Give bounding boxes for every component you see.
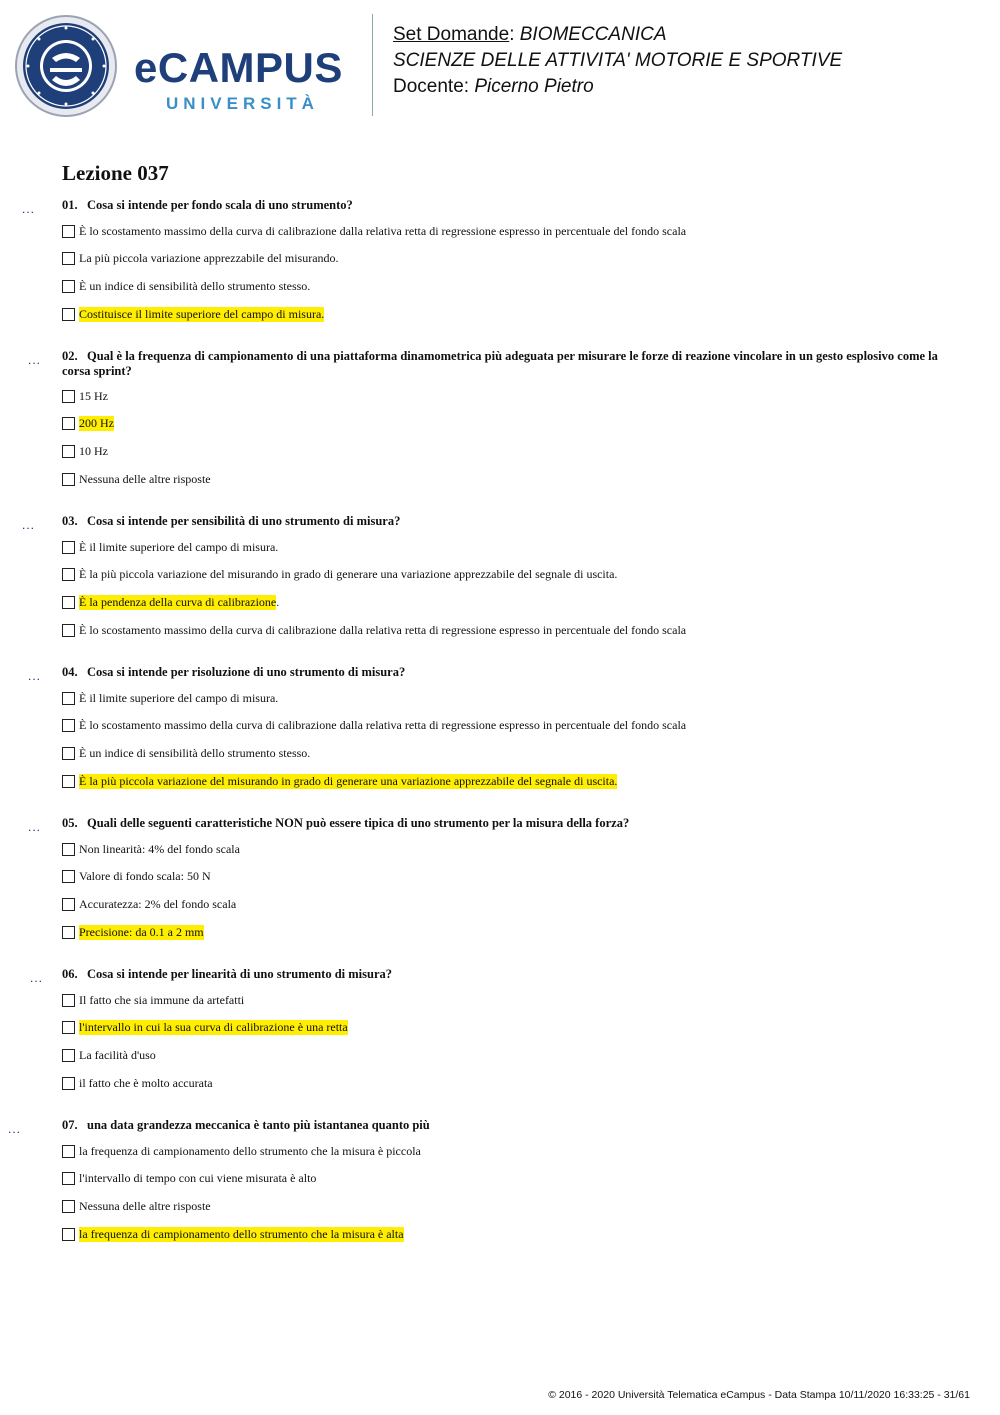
set-value: BIOMECCANICA — [519, 24, 667, 45]
logo-subtitle: UNIVERSITÀ — [166, 94, 319, 113]
answer-suffix: . — [276, 595, 280, 610]
answer-text: 10 Hz — [79, 444, 108, 459]
answer-checkbox[interactable] — [62, 280, 75, 293]
answer-option[interactable] — [62, 223, 686, 239]
answer-option[interactable] — [62, 388, 108, 404]
correct-answer-text: Precisione: da 0.1 a 2 mm — [79, 924, 204, 939]
answer-text: È lo scostamento massimo della curva di calibrazione dalla relativa retta di regressione espresso in percentuale del fondo scala — [79, 622, 687, 637]
answer-checkbox[interactable] — [62, 624, 75, 637]
answer-option[interactable] — [62, 471, 211, 487]
answer-checkbox[interactable] — [62, 843, 75, 856]
question-number: 03. — [62, 514, 78, 528]
answer-text: È un indice di sensibilità dello strumento stesso. — [79, 279, 311, 294]
answer-option[interactable] — [62, 1226, 404, 1242]
question-text — [62, 967, 942, 982]
answer-checkbox[interactable] — [62, 1228, 75, 1241]
header-info — [393, 22, 842, 100]
answer-checkbox[interactable] — [62, 308, 75, 321]
question-text — [62, 349, 942, 379]
answer-checkbox[interactable] — [62, 445, 75, 458]
answer-option[interactable] — [62, 1075, 213, 1091]
answer-option[interactable] — [62, 1020, 348, 1036]
answer-text: È lo scostamento massimo della curva di calibrazione dalla relativa retta di regressione espresso in percentuale del fondo scala — [79, 718, 687, 733]
answer-option[interactable] — [62, 595, 279, 611]
course-name: SCIENZE DELLE ATTIVITA' MOTORIE E SPORTIVE — [393, 50, 843, 71]
question-menu-dots[interactable]: ... — [8, 1122, 22, 1136]
question-text — [62, 816, 942, 831]
answer-checkbox[interactable] — [62, 926, 75, 939]
correct-answer-text: È la pendenza della curva di calibrazione — [79, 595, 277, 610]
answer-text: Valore di fondo scala: 50 N — [79, 869, 211, 884]
answer-option[interactable] — [62, 539, 278, 555]
answer-checkbox[interactable] — [62, 596, 75, 609]
answer-text: È lo scostamento massimo della curva di calibrazione dalla relativa retta di regressione espresso in percentuale del fondo scala — [79, 223, 687, 238]
answer-checkbox[interactable] — [62, 473, 75, 486]
correct-answer-text: la frequenza di campionamento dello strumento che la misura è alta — [79, 1226, 404, 1241]
question-label: Cosa si intende per fondo scala di uno strumento? — [87, 198, 353, 212]
correct-answer-text: l'intervallo in cui la sua curva di calibrazione è una retta — [79, 1020, 348, 1035]
answer-option[interactable] — [62, 444, 108, 460]
correct-answer-text: È la più piccola variazione del misurando in grado di generare una variazione apprezzabile del segnale di uscita. — [79, 773, 618, 788]
answer-text: È il limite superiore del campo di misura. — [79, 690, 279, 705]
answer-text: Accuratezza: 2% del fondo scala — [79, 897, 237, 912]
answer-text: il fatto che è molto accurata — [79, 1075, 213, 1090]
answer-option[interactable] — [62, 1199, 211, 1215]
answer-option[interactable] — [62, 773, 617, 789]
question-label: Qual è la frequenza di campionamento di una piattaforma dinamometrica più adeguata per misurare le forze di reazione vincolare in un gesto esplosivo come la corsa sprint? — [62, 349, 938, 378]
answer-checkbox[interactable] — [62, 994, 75, 1007]
question-menu-dots[interactable]: ... — [28, 669, 42, 683]
answer-checkbox[interactable] — [62, 417, 75, 430]
answer-option[interactable] — [62, 992, 244, 1008]
answer-option[interactable] — [62, 746, 310, 762]
answer-text: È la più piccola variazione del misurando in grado di generare una variazione apprezzabile del segnale di uscita. — [79, 567, 618, 582]
answer-text: Nessuna delle altre risposte — [79, 471, 211, 486]
question-text — [62, 665, 942, 680]
answer-text: 15 Hz — [79, 388, 108, 403]
answer-text: È un indice di sensibilità dello strumento stesso. — [79, 746, 311, 761]
question-number: 04. — [62, 665, 78, 679]
answer-text: la frequenza di campionamento dello strumento che la misura è piccola — [79, 1143, 421, 1158]
question-menu-dots[interactable]: ... — [22, 518, 36, 532]
correct-answer-text: 200 Hz — [79, 416, 114, 431]
answer-text: l'intervallo di tempo con cui viene misurata è alto — [79, 1171, 317, 1186]
question-menu-dots[interactable]: ... — [22, 202, 36, 216]
answer-option[interactable] — [62, 306, 324, 322]
course-line — [393, 48, 842, 74]
answer-option[interactable] — [62, 622, 686, 638]
answer-option[interactable] — [62, 841, 240, 857]
question-text — [62, 514, 942, 529]
question-text — [62, 1118, 942, 1133]
answer-checkbox[interactable] — [62, 252, 75, 265]
answer-text: È il limite superiore del campo di misura. — [79, 539, 279, 554]
question-menu-dots[interactable]: ... — [30, 971, 44, 985]
teacher-label: Docente: — [393, 76, 470, 97]
question-label: Cosa si intende per linearità di uno strumento di misura? — [87, 967, 392, 981]
question-menu-dots[interactable]: ... — [28, 353, 42, 367]
header-divider — [372, 14, 373, 116]
answer-checkbox[interactable] — [62, 1145, 75, 1158]
answer-checkbox[interactable] — [62, 898, 75, 911]
answer-option[interactable] — [62, 1048, 156, 1064]
question-number: 07. — [62, 1118, 78, 1132]
answer-option[interactable] — [62, 690, 278, 706]
question-label: Cosa si intende per sensibilità di uno strumento di misura? — [87, 514, 401, 528]
answer-checkbox[interactable] — [62, 1021, 75, 1034]
answer-checkbox[interactable] — [62, 870, 75, 883]
question-menu-dots[interactable]: ... — [28, 820, 42, 834]
answer-option[interactable] — [62, 567, 617, 583]
answer-checkbox[interactable] — [62, 719, 75, 732]
answer-text: Nessuna delle altre risposte — [79, 1199, 211, 1214]
answer-text: La facilità d'uso — [79, 1048, 156, 1063]
answer-checkbox[interactable] — [62, 568, 75, 581]
answer-option[interactable] — [62, 416, 114, 432]
teacher-line — [393, 74, 842, 100]
answer-option[interactable] — [62, 1143, 421, 1159]
question-number: 01. — [62, 198, 78, 212]
question-text — [62, 198, 942, 213]
question-label: Cosa si intende per risoluzione di uno strumento di misura? — [87, 665, 406, 679]
answer-option[interactable] — [62, 869, 211, 885]
answer-option[interactable] — [62, 718, 686, 734]
logo-wordmark: eCAMPUS — [134, 44, 343, 91]
answer-checkbox[interactable] — [62, 1200, 75, 1213]
answer-text: La più piccola variazione apprezzabile del misurando. — [79, 251, 339, 266]
page-footer: © 2016 - 2020 Università Telematica eCampus - Data Stampa 10/11/2020 16:33:25 - 31/61 — [548, 1389, 970, 1401]
question-number: 06. — [62, 967, 78, 981]
answer-option[interactable] — [62, 924, 204, 940]
question-label: Quali delle seguenti caratteristiche NON può essere tipica di uno strumento per la misura della forza? — [87, 816, 630, 830]
lesson-title: Lezione 037 — [62, 161, 169, 185]
answer-checkbox[interactable] — [62, 692, 75, 705]
answer-checkbox[interactable] — [62, 225, 75, 238]
answer-option[interactable] — [62, 1171, 316, 1187]
question-number: 02. — [62, 349, 78, 363]
answer-checkbox[interactable] — [62, 747, 75, 760]
question-number: 05. — [62, 816, 78, 830]
answer-option[interactable] — [62, 251, 339, 267]
answer-checkbox[interactable] — [62, 1172, 75, 1185]
set-label: Set Domande — [393, 24, 510, 45]
teacher-name: Picerno Pietro — [474, 76, 594, 97]
answer-text: Non linearità: 4% del fondo scala — [79, 841, 240, 856]
answer-text: Il fatto che sia immune da artefatti — [79, 992, 245, 1007]
set-line: Set Domande: BIOMECCANICA — [393, 24, 667, 45]
answer-checkbox[interactable] — [62, 1049, 75, 1062]
question-label: una data grandezza meccanica è tanto più istantanea quanto più — [87, 1118, 430, 1132]
answer-checkbox[interactable] — [62, 390, 75, 403]
answer-checkbox[interactable] — [62, 541, 75, 554]
correct-answer-text: Costituisce il limite superiore del campo di misura. — [79, 306, 325, 321]
answer-option[interactable] — [62, 897, 236, 913]
answer-checkbox[interactable] — [62, 775, 75, 788]
answer-option[interactable] — [62, 279, 310, 295]
ecampus-logo — [14, 14, 374, 124]
answer-checkbox[interactable] — [62, 1077, 75, 1090]
university-seal-icon — [14, 14, 118, 118]
